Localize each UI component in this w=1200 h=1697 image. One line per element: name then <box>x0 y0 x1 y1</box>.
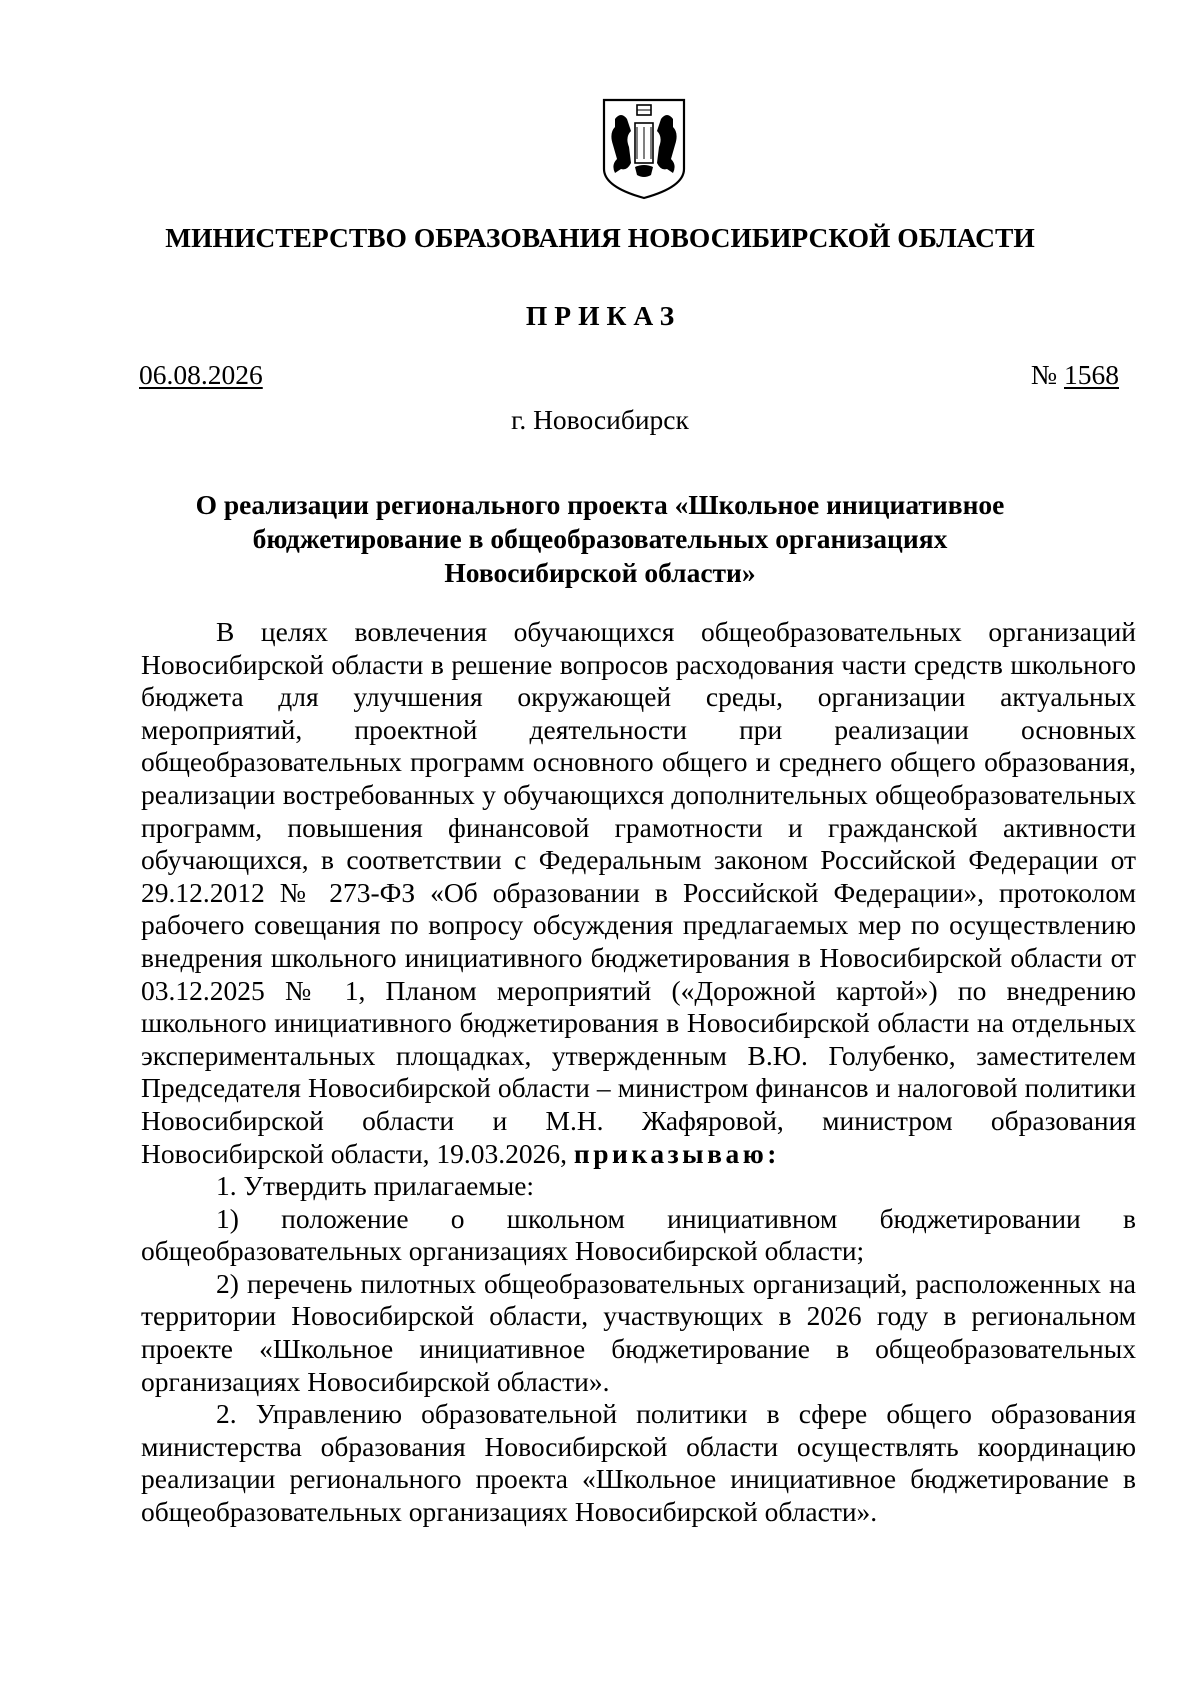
order-date: 06.08.2026 <box>139 359 263 390</box>
coat-of-arms-icon <box>601 97 687 201</box>
ministry-name: МИНИСТЕРСТВО ОБРАЗОВАНИЯ НОВОСИБИРСКОЙ ОБЛАСТИ <box>165 222 1035 253</box>
order-item-2: 2. Управлению образовательной политики в сфере общего образования министерства образования Новосибирской области осуществлять координацию реализации регионального проекта «Школьное инициативное бюджетирование в общеобразовательных организациях Новосибирской области». <box>141 1398 1136 1528</box>
order-title: ПРИКАЗ <box>525 300 682 331</box>
order-number-prefix: № <box>1030 359 1058 390</box>
order-number <box>1031 358 1119 392</box>
preamble-paragraph <box>141 616 1136 1170</box>
order-city: г. Новосибирск <box>511 404 689 435</box>
order-item-1-1: 1) положение о школьном инициативном бюджетировании в общеобразовательных организациях Новосибирской области; <box>141 1202 1136 1267</box>
order-item-1-2: 2) перечень пилотных общеобразовательных организаций, расположенных на территории Новосибирской области, участвующих в 2026 году в региональном проекте «Школьное инициативное бюджетирование в общеобразовательных организациях Новосибирской области». <box>141 1267 1136 1397</box>
order-item-1: 1. Утвердить прилагаемые: <box>216 1170 535 1202</box>
document-title: О реализации регионального проекта «Школьное инициативное бюджетирование в общеобразовательных организациях Новосибирской области» <box>195 489 1005 588</box>
order-number-value: 1568 <box>1064 359 1119 390</box>
preamble-text: В целях вовлечения обучающихся общеобразовательных организаций Новосибирской области в решение вопросов расходования части средств школьного бюджета для улучшения окружающей среды, организации актуальных мероприятий, проектной деятельности при реализации основных общеобразовательных программ основного общего и среднего общего образования, реализации востребованных у обучающихся дополнительных общеобразовательных программ, повышения финансовой грамотности и гражданской активности обучающихся, в соответствии с Федеральным законом Российской Федерации от 29.12.2012 № 273-ФЗ «Об образовании в Российской Федерации», протоколом рабочего совещания по вопросу обсуждения предлагаемых мер по осуществлению внедрения школьного инициативного бюджетирования в Новосибирской области от 03.12.2025 № 1, Планом мероприятий («Дорожной картой») по внедрению школьного инициативного бюджетирования в Новосибирской области на отдельных экспериментальных площадках, утвержденным В.Ю. Голубенко, заместителем Председателя Новосибирской области – министром финансов и налоговой политики Новосибирской области и М.Н. Жафяровой, министром образования Новосибирской области, 19.03.2026, <box>141 616 1136 1169</box>
document-body <box>141 616 1136 1529</box>
command-word: приказываю: <box>573 1137 780 1169</box>
